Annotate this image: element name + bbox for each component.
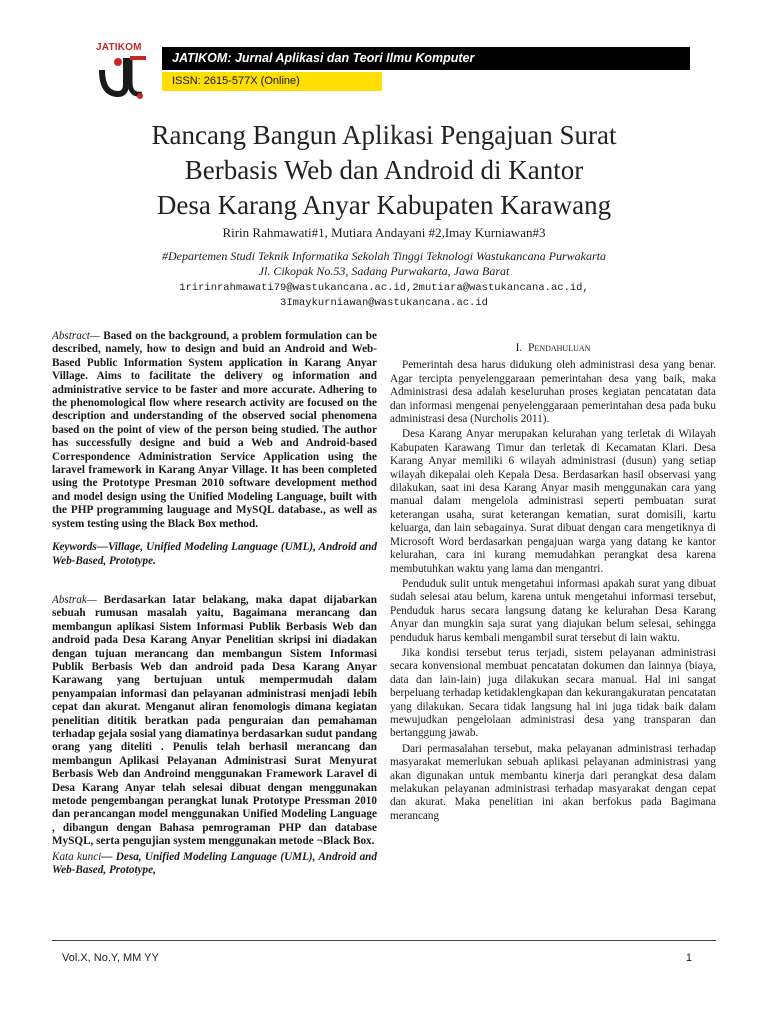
email-line: 1ririnrahmawati79@wastukancana.ac.id,2mutiara@wastukancana.ac.id,: [179, 282, 589, 294]
section-number: I.: [515, 342, 523, 354]
author-list: Ririn Rahmawati#1, Mutiara Andayani #2,Imay Kurniawan#3: [222, 225, 546, 240]
title-line: Desa Karang Anyar Kabupaten Karawang: [156, 190, 612, 220]
kata-kunci-text: — Desa, Unified Modeling Language (UML), Android and Web-Based, Prototype,: [52, 850, 377, 877]
journal-logo: [96, 42, 160, 104]
section-heading: [390, 342, 716, 355]
footer-volume: Vol.X, No.Y, MM YY: [62, 952, 159, 964]
page-number: 1: [685, 952, 692, 964]
keywords-indonesian: [52, 851, 377, 878]
title-line: Rancang Bangun Aplikasi Pengajuan Surat: [151, 120, 617, 150]
abstract-text: Based on the background, a problem formulation can be described, namely, how to design and buid an Android and Web-Based Public Information System application in Karang Anyar Village. Aims to facilitate the delivery og information and administrative service to be faster and more accurate. Adhering to the phenomological flow where research activity are focused on the description and understanding of the observed social phenomena based on the point of view of the person being studied. The author has successfully designe and buid a Web and Android-based Correspondence Administration Service Application using the laravel framework in Karang Anyar Village. It has been completed using the Prototype Presman 2010 software development method and model design using the Unified Modeling Language, built with the PHP programming lauguage and MySQL database., as well as system testing using the Black Box method.: [52, 330, 377, 530]
paper-title: [70, 118, 698, 223]
abstrak-label: Abstrak—: [52, 593, 97, 606]
body-paragraph: Jika kondisi tersebut terus terjadi, sistem pelayanan administrasi secara konvensional membuat pencatatan dokumen dan lainnya (biaya, data dan lain-lain) juga dilakukan secara manual. Hal ini sangat berpeluang terhadap ketidaklengkapan dan kekurangakuratan pencatatan yang dilakukan. Secara tidak langsung hal ini juga tidak baik dalam mewujudkan pengelolaan administrasi desa yang transparan dan bertanggung jawab.: [390, 646, 716, 740]
logo-mark-icon: [96, 42, 160, 104]
kata-kunci-label: Kata kunci: [52, 850, 102, 863]
left-column: [52, 330, 377, 903]
keywords-english: Keywords—Village, Unified Modeling Language (UML), Android and Web-Based, Prototype.: [52, 541, 377, 567]
body-paragraph: Desa Karang Anyar merupakan kelurahan yang terletak di Wilayah Kabupaten Karawang Timur dan terletak di Kecamatan Klari. Desa Karang Anyar memiliki 6 wilayah administrasi (dusun) yang setiap wilayah dikepalai oleh Kepala Desa. Berdasarkan hasil observasi yang dilakukan, saat ini desa Karang Anyar masih menggunakan cara yang manual dalam mengelola administrasi seperti pembuatan surat keterangan usaha, surat keterangan kematian, surat domisili, kartu keluarga, dan lain sebagainya. Surat dibuat dengan cara mengetiknya di Microsoft Word berdasarkan pengajuan warga yang datang ke kantor kelurahan, cara ini kurang memudahkan perangkat desa karena membutuhkan waktu yang lama dan mengantri.: [390, 428, 716, 575]
issn-badge: ISSN: 2615-577X (Online): [162, 72, 382, 91]
abstract-english: [52, 330, 377, 531]
author-emails: [70, 281, 698, 311]
affiliation-line: #Departemen Studi Teknik Informatika Sekolah Tinggi Teknologi Wastukancana Purwakarta: [162, 249, 606, 263]
title-line: Berbasis Web dan Android di Kantor: [184, 155, 584, 185]
body-paragraph: Pemerintah desa harus didukung oleh administrasi desa yang benar. Agar tercipta penyelenggaraan pemerintahan desa yang baik, maka Administrasi desa adalah keseluruhan proses kegiatan pencatatan data dan informasi mengenai penyelenggaraan pemerintahan desa pada buku administrasi desa (Nurcholis 2011).: [390, 359, 716, 426]
footer-divider: [52, 940, 716, 941]
affiliation-line: Jl. Cikopak No.53, Sadang Purwakarta, Jawa Barat: [258, 264, 510, 278]
email-line: 3Imaykurniawan@wastukancana.ac.id: [280, 297, 488, 309]
logo-text: JATIKOM: [96, 42, 142, 53]
journal-title-bar: JATIKOM: Jurnal Aplikasi dan Teori Ilmu Komputer: [162, 47, 690, 70]
affiliation: [70, 249, 698, 279]
abstract-indonesian: [52, 594, 377, 849]
abstract-label: Abstract—: [52, 330, 100, 342]
body-paragraph: Dari permasalahan tersebut, maka pelayanan administrasi terhadap masyarakat memerlukan sebuah aplikasi pelayanan administrasi yang akan digunakan untuk membantu kinerja dari perangkat desa dalam melakukan pelayanan administrasi terhadap masyarakat dengan cepat dan akurat. Maka penelitian ini akan berfokus pada Bagimana merancang: [390, 742, 716, 822]
right-column: [390, 330, 716, 825]
abstrak-text: Berdasarkan latar belakang, maka dapat dijabarkan sebuah rumusan masalah yaitu, Bagaimana merancang dan membangun aplikasi Sistem Informasi Publik Berbasis Web dan android pada Desa Karang Anyar Penelitian skripsi ini diadakan dengan tujuan merancang dan membangun Sistem Informasi Publik Berbasis Web dan android pada Desa Karang Anyar Karawang yang bertujuan untuk mempermudah dalam penyampaian informasi dan pelayanan administrasi menjadi lebih cepat dan akurat. Menganut aliran fenomologis dimana kegiatan penelitian dititik beratkan pada penguraian dan pemahaman terhadap gejala sosial yang diamatinya berdasarkan sudut pandang orang yang diteliti . Penulis telah berhasil merancang dan membangun Aplikasi Pelayanan Administrasi Surat Menyurat Berbasis Web dan Androind menggunakan Framework Laravel di Desa Karang Anyar telah selesai dibuat dengan menggunakan metode pengembangan perangkat lunak Prototype Pressman 2010 dan perancangan model menggunakan Unified Modeling Language , dibangun dengan Bahasa pemrograman PHP dan database MySQL, serta pengujian system menggunakan metode ¬Black Box.: [52, 593, 377, 848]
body-paragraph: Penduduk sulit untuk mengetahui informasi apakah surat yang dibuat sudah selesai atau belum, karena untuk mengetahui informasi tersebut, Penduduk harus secara langsung datang ke kelurahan Desa Karang Anyar dan mungkin saja surat yang diajukan belum selesai, sehingga penduduk harus kembali mengambil surat tersebut di lain waktu.: [390, 577, 716, 644]
section-title: Pendahuluan: [528, 342, 591, 354]
